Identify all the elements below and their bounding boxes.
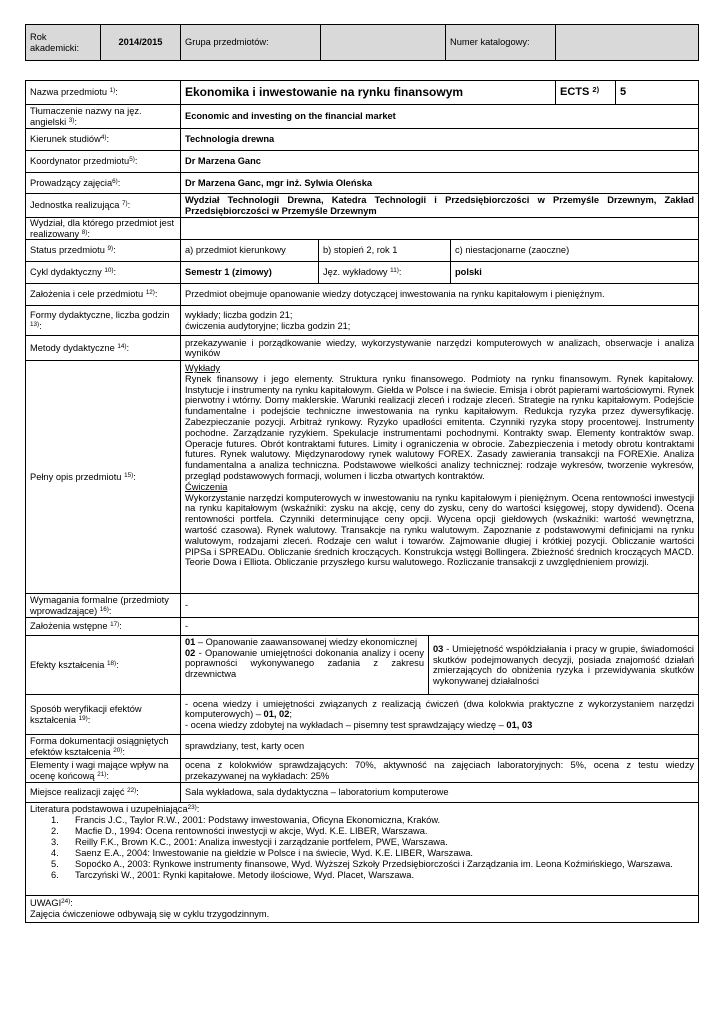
ects-label: ECTS $^{2)}$: [556, 81, 616, 105]
forms-line: ćwiczenia audytoryjne; liczba godzin 21;: [185, 320, 351, 331]
row-forms: [26, 306, 699, 336]
row-field-of-study: [26, 129, 699, 151]
literature-item: 4. Saenz E.A., 2004: Inwestowanie na giełdzie w Polsce i na świecie, Wyd. K.E. LIBER, Warszawa.: [51, 848, 473, 858]
row-place: [26, 783, 699, 803]
forms-line: wykłady; liczba godzin 21;: [185, 310, 293, 320]
prerequisites-value: -: [181, 594, 699, 618]
forms-value: [181, 306, 699, 336]
literature-item: 2. Macfie D., 1994: Ocena rentowności inwestycji w akcje, Wyd. K.E. LIBER, Warszawa.: [51, 826, 428, 836]
row-course-name: [26, 81, 699, 105]
lectures-text: Rynek finansowy i jego elementy. Struktura rynku finansowego. Podmioty na rynku finansowym. Rynek kapitałowy. Instytucje i instrumenty na rynku kapitałowym. Giełda w Polsce i na świecie. Emisja i obrót papierami wartościowymi. Rynek pierwotny i wtórny. Domy maklerskie. Warunki realizacji zleceń i rodzaje zleceń. Strategie na rynku kapitałowym. Podejście fundamentalne i podejście techniczne inwestowania na rynku kapitałowym. Redukcja ryzyka przez dywersyfikację. Zabezpieczanie pozycji. Arbitraż rynkowy. Ryzyko upadłości emitenta. Czynniki ryzyka stopy procentowej. Instrumenty pochodne. Zarządzanie ryzykiem. Spekulacje instrumentami pochodnymi. Kontrakty swap. Elementy kontraktów swap. Operacje futures. Obrót kontraktami futures. Limity i ograniczenia w obrocie. Zabezpieczenia i metody obrotu kontraktami futures. Rynek walutowy. Międzynarodowy rynek walutowy FOREX. Zasady zawierania transakcji na FOREXie. Analiza fundamentalna a analiza techniczna. Podstawowe wielkości analizy technicznej: rodzaje wykresów, tworzenie wykresów, przegląd podstawowych formacji, wolumen i liczba otwartych kontraktów.: [185, 373, 695, 481]
row-prerequisites: [26, 594, 699, 618]
translation-value: Economic and investing on the financial market: [181, 105, 699, 129]
syllabus-table: [25, 80, 699, 923]
forms-label: Formy dydaktyczne, liczba godzin $^{13)}$:: [26, 306, 181, 336]
outcomes-right: [429, 636, 699, 695]
field-of-study-label: Kierunek studiów$^{4)}$:: [26, 129, 181, 151]
literature-cell: [26, 803, 699, 896]
status-mode: c) niestacjonarne (zaoczne): [451, 240, 699, 262]
cycle-semester: Semestr 1 (zimowy): [181, 262, 319, 284]
row-remarks: [26, 896, 699, 923]
row-objectives: [26, 284, 699, 306]
course-name-label: Nazwa przedmiotu $^{1)}$:: [26, 81, 181, 105]
verification-value: [181, 695, 699, 735]
row-faculty: [26, 218, 699, 240]
row-status: [26, 240, 699, 262]
instructors-label: Prowadzący zajęcia$^{6)}$:: [26, 173, 181, 194]
assumptions-label: Założenia wstępne $^{17)}$:: [26, 618, 181, 636]
course-name-value: Ekonomika i inwestowanie na rynku finansowym: [181, 81, 556, 105]
remarks-cell: [26, 896, 699, 923]
coordinator-label: Koordynator przedmiotu$^{5)}$:: [26, 151, 181, 173]
literature-item: 5. Sopoćko A., 2003: Rynkowe instrumenty finansowe, Wyd. Wyższej Szkoły Przedsiębiorczości i Zarządzania im. Leona Koźmińskiego, Warszawa.: [51, 859, 673, 869]
row-unit: [26, 194, 699, 218]
description-label: Pełny opis przedmiotu $^{15)}$:: [26, 361, 181, 594]
documentation-value: sprawdziany, test, karty ocen: [181, 735, 699, 759]
row-weights: [26, 759, 699, 783]
catalog-number-label: Numer katalogowy:: [446, 25, 556, 61]
verification-line: - ocena wiedzy i umiejętności związanych z realizacją ćwiczeń (dwa kolokwia praktyczne z wykorzystaniem narzędzi komputerowych) – 01, 02;: [185, 698, 695, 720]
row-cycle: [26, 262, 699, 284]
weights-label: Elementy i wagi mające wpływ na ocenę końcową $^{21)}$:: [26, 759, 181, 783]
language-label: Jęz. wykładowy $^{11)}$:: [319, 262, 451, 284]
subject-group-label: Grupa przedmiotów:: [181, 25, 321, 61]
verification-line: - ocena wiedzy zdobytej na wykładach – pisemny test sprawdzający wiedzę – 01, 03: [185, 719, 533, 730]
field-of-study-value: Technologia drewna: [181, 129, 699, 151]
status-type: a) przedmiot kierunkowy: [181, 240, 319, 262]
faculty-value: [181, 218, 699, 240]
instructors-value: Dr Marzena Ganc, mgr inż. Sylwia Oleńska: [181, 173, 699, 194]
description-value: [181, 361, 699, 594]
literature-item: 1. Francis J.C., Taylor R.W., 2001: Podstawy inwestowania, Oficyna Ekonomiczna, Kraków.: [51, 815, 441, 825]
literature-item: 6. Tarczyński W., 2001: Rynki kapitałowe. Metody ilościowe, Wyd. Placet, Warszawa.: [51, 870, 415, 880]
translation-label: Tłumaczenie nazwy na jęz. angielski $^{3)}$:: [26, 105, 181, 129]
language-value: polski: [451, 262, 699, 284]
row-methods: [26, 336, 699, 361]
exercises-heading: Ćwiczenia: [185, 481, 228, 492]
exercises-text: Wykorzystanie narzędzi komputerowych w inwestowaniu na rynku kapitałowym i pieniężnym. Ocena rentowności inwestycji na rynku kapitałowym (wskaźniki: zysku na akcję, ceny do zysku, ceny do wartości księgowej, stopy dywidend). Ocena rentowności portfela. Czynniki determinujące ceny opcji. Wycena opcji giełdowych (wskaźniki: wartość wewnętrzna, wartość czasowa). Rynek walutowy. Transakcje na rynku walutowym. Zapoznanie z podstawowymi definicjami na rynku walutowym, rodzajami zleceń. Rodzaje cen walut i towarów. Zajmowanie długiej i krótkiej pozycji. Obliczanie wartości PIPSa i SPREADu. Obliczanie średnich kroczących. Konstrukcja wstęgi Bollingera. Zbieżność średnich kroczących MACD. Teorie Dowa i Elliota. Obliczanie przyszłego kursu walutowego. Rozliczanie transakcji z uwzględnieniem prowizji.: [185, 492, 695, 568]
row-documentation: [26, 735, 699, 759]
academic-year-label: Rok akademicki:: [26, 25, 101, 61]
outcomes-left: [181, 636, 429, 695]
lectures-heading: Wykłady: [185, 363, 221, 373]
academic-year-value: 2014/2015: [101, 25, 181, 61]
place-label: Miejsce realizacji zajęć $^{22)}$:: [26, 783, 181, 803]
status-label: Status przedmiotu $^{9)}$:: [26, 240, 181, 262]
row-literature: [26, 803, 699, 896]
ects-value: 5: [616, 81, 699, 105]
prerequisites-label: Wymagania formalne (przedmioty wprowadzające) $^{16)}$:: [26, 594, 181, 618]
outcome-item: 01 – Opanowanie zaawansowanej wiedzy ekonomicznej: [185, 637, 418, 647]
methods-value: przekazywanie i porządkowanie wiedzy, wykorzystywanie narzędzi komputerowych w analizach, obserwacje i analiza wyników: [181, 336, 699, 361]
literature-label: Literatura podstawowa i uzupełniająca$^{23)}$:: [30, 804, 200, 814]
row-coordinator: [26, 151, 699, 173]
status-level: b) stopień 2, rok 1: [319, 240, 451, 262]
weights-value: ocena z kolokwiów sprawdzających: 70%, aktywność na zajęciach laboratoryjnych: 5%, ocena z testu wiedzy przekazywanej na wykładach: 25%: [181, 759, 699, 783]
verification-label: Sposób weryfikacji efektów kształcenia $^{19)}$:: [26, 695, 181, 735]
remarks-text: Zajęcia ćwiczeniowe odbywają się w cyklu trzygodzinnym.: [30, 908, 270, 919]
row-assumptions: [26, 618, 699, 636]
cycle-label: Cykl dydaktyczny $^{10)}$:: [26, 262, 181, 284]
unit-value: Wydział Technologii Drewna, Katedra Technologii i Przedsiębiorczości w Przemyśle Drzewnym, Zakład Przedsiębiorczości w Przemyśle Drzewnym: [181, 194, 699, 218]
row-verification: [26, 695, 699, 735]
place-value: Sala wykładowa, sala dydaktyczna – laboratorium komputerowe: [181, 783, 699, 803]
outcome-item: 03 - Umiejętność współdziałania i pracy w grupie, świadomości skutków podejmowanych decyzji, posiada znajomość działań zmierzających do obniżenia ryzyka i przewidywania skutków wykonywanej działalności: [433, 644, 695, 686]
objectives-value: Przedmiot obejmuje opanowanie wiedzy dotyczącej inwestowania na rynku kapitałowym i pieniężnym.: [181, 284, 699, 306]
subject-group-value: [321, 25, 446, 61]
row-description: [26, 361, 699, 594]
documentation-label: Forma dokumentacji osiągniętych efektów kształcenia $^{20)}$:: [26, 735, 181, 759]
row-outcomes: [26, 636, 699, 695]
assumptions-value: -: [181, 618, 699, 636]
outcome-item: 02 - Opanowanie umiejętności dokonania analizy i oceny poprawności wykonywanego zadania z zakresu drzewnictwa: [185, 647, 424, 679]
literature-item: 3. Reilly F.K., Brown K.C., 2001: Analiza inwestycji i zarządzanie portfelem, PWE, Warszawa.: [51, 837, 448, 847]
catalog-number-value: [556, 25, 699, 61]
coordinator-value: Dr Marzena Ganc: [181, 151, 699, 173]
row-instructors: [26, 173, 699, 194]
methods-label: Metody dydaktyczne $^{14)}$:: [26, 336, 181, 361]
objectives-label: Założenia i cele przedmiotu $^{12)}$:: [26, 284, 181, 306]
outcomes-label: Efekty kształcenia $^{18)}$:: [26, 636, 181, 695]
unit-label: Jednostka realizująca $^{7)}$:: [26, 194, 181, 218]
faculty-label: Wydział, dla którego przedmiot jest realizowany $^{8)}$:: [26, 218, 181, 240]
header-table: [25, 24, 699, 61]
remarks-label: UWAGI$^{24)}$:: [30, 898, 73, 908]
row-translation: [26, 105, 699, 129]
